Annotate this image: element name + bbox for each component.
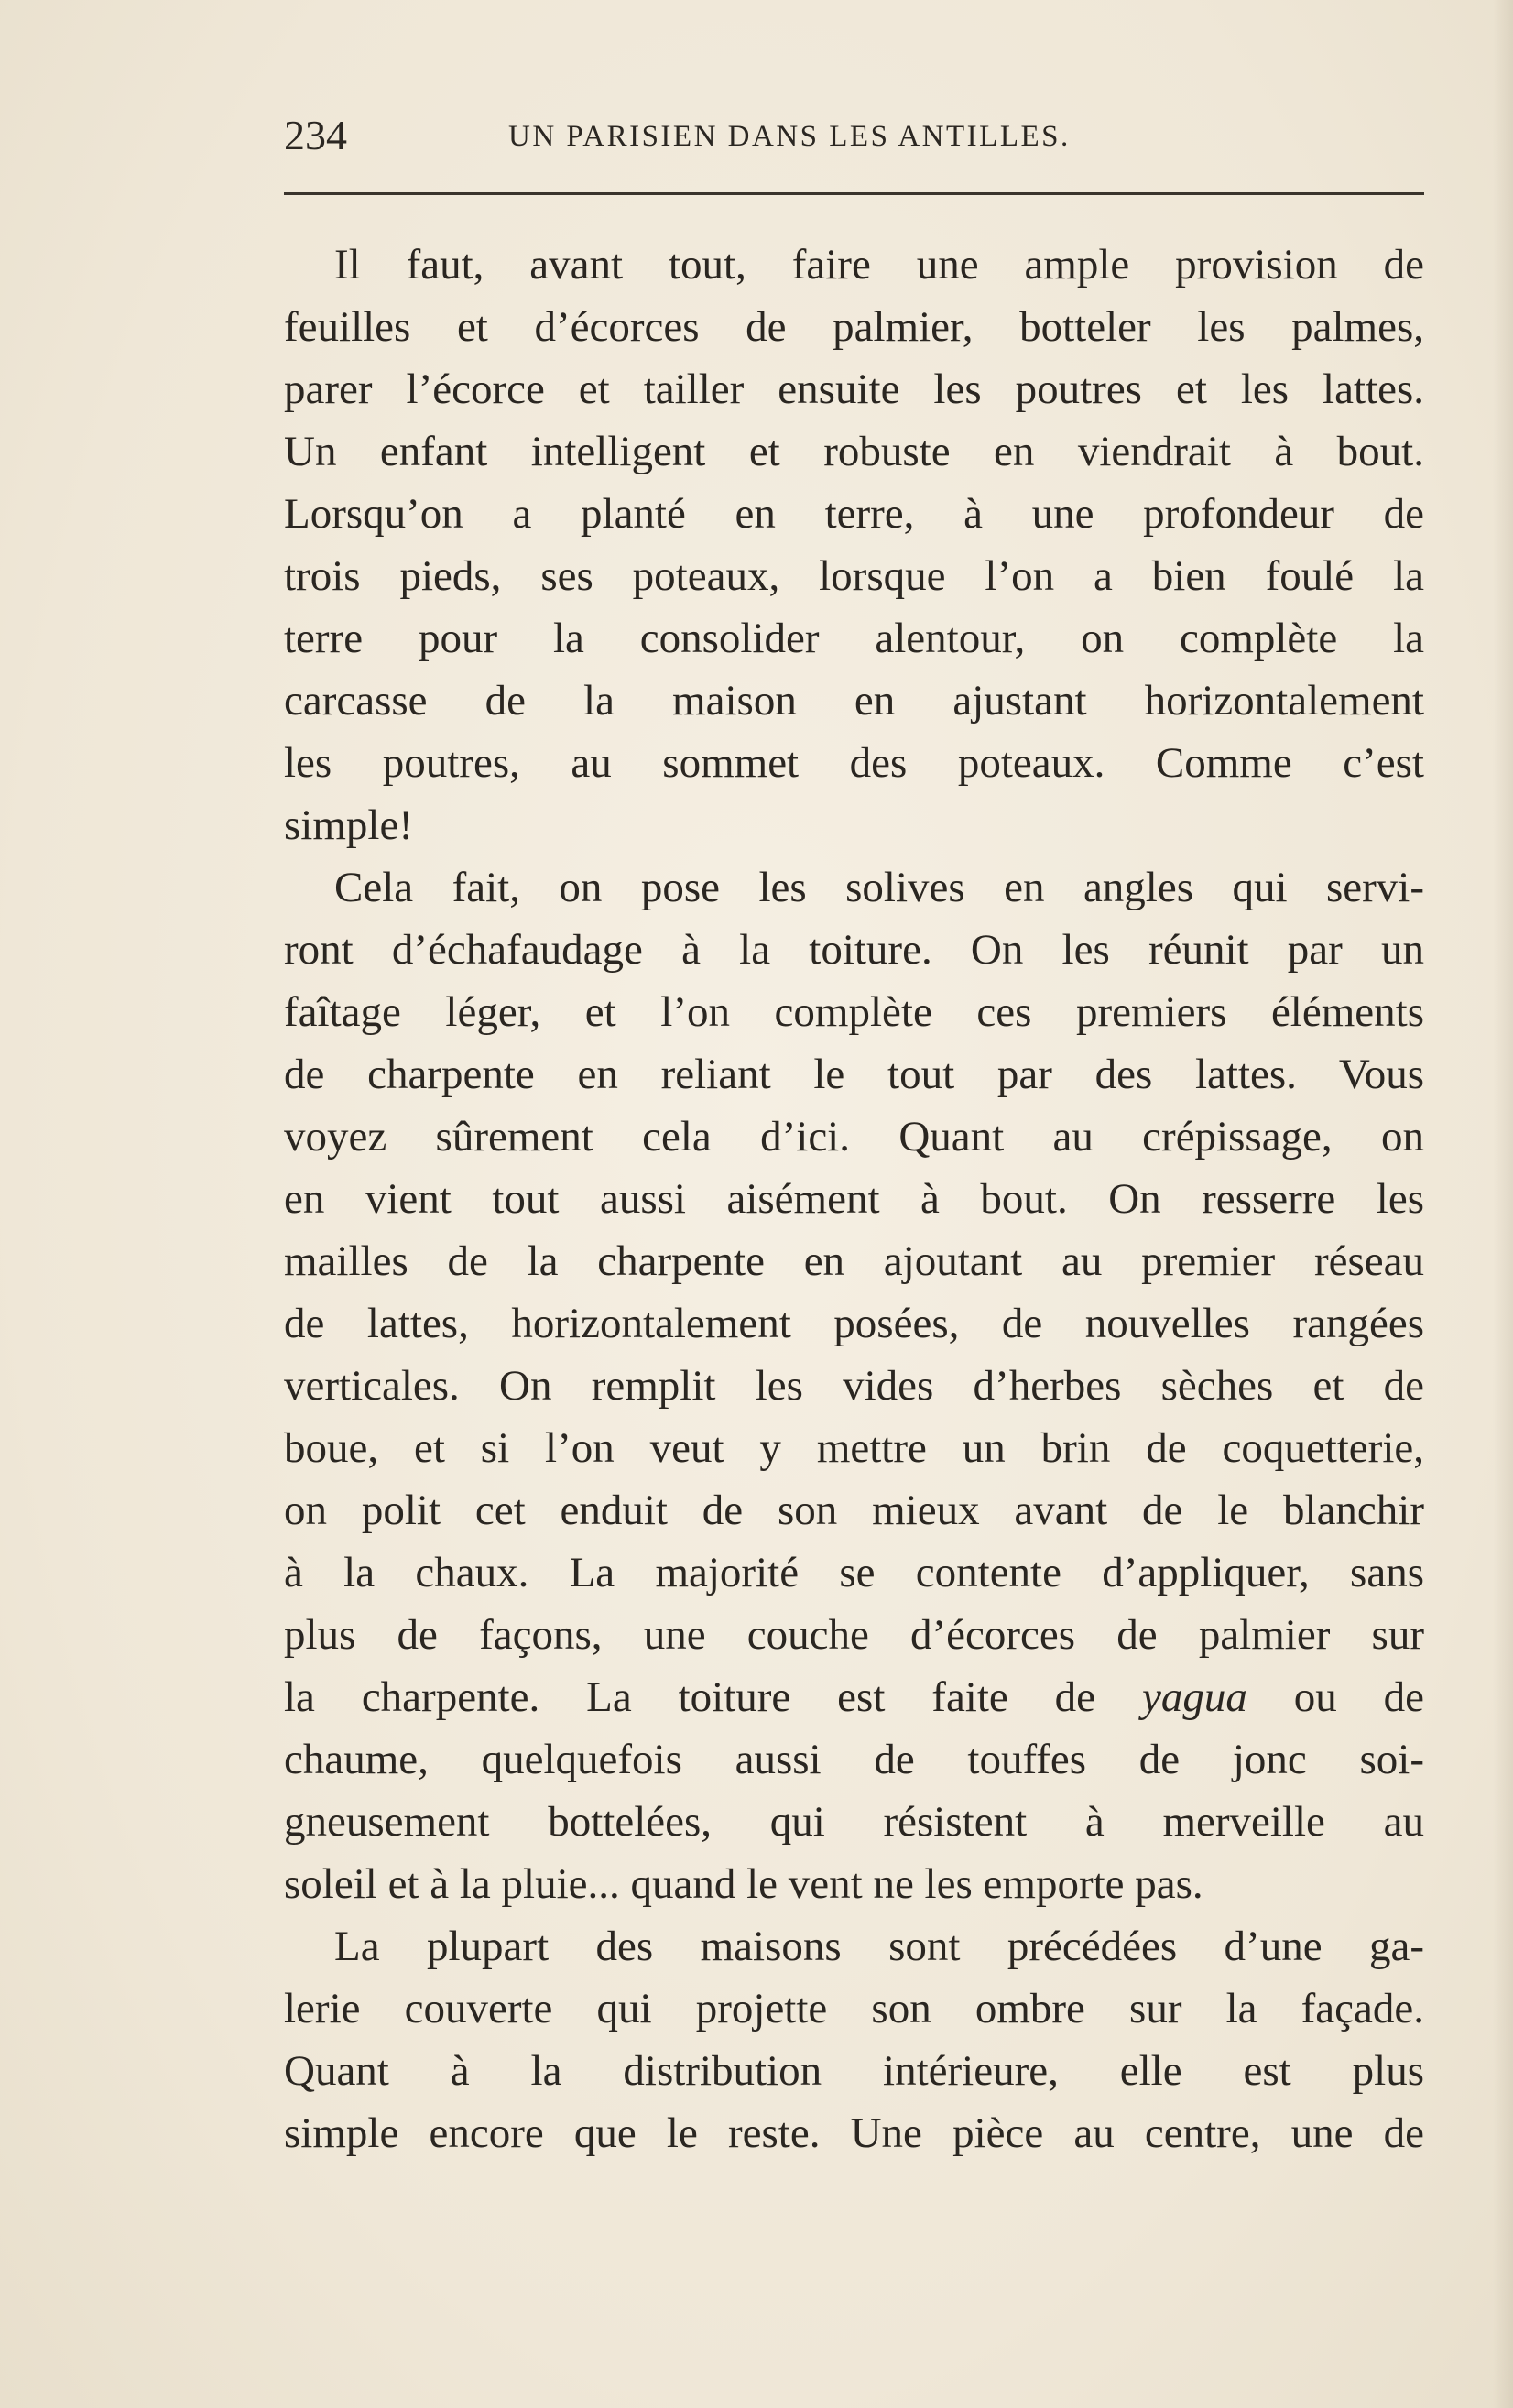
text-segment: la charpente. La toiture est faite de [284,1673,1096,1721]
text-line: La plupart des maisons sont précédées d’une ga- [334,1923,1424,1970]
text-line: voyez sûrement cela d’ici. Quant au crépissage, on [284,1113,1424,1160]
text-line: simple encore que le reste. Une pièce au centre, une de [284,2109,1424,2157]
text-line [284,1666,1424,1728]
text-line: Lorsqu’on a planté en terre, à une profondeur de [284,490,1424,538]
text-line: simple! [284,801,413,849]
text-line: en vient tout aussi aisément à bout. On resserre les [284,1175,1424,1223]
text-line: les poutres, au sommet des poteaux. Comme c’est [284,739,1424,787]
text-line: de charpente en reliant le tout par des lattes. Vous [284,1051,1424,1098]
text-line: Quant à la distribution intérieure, elle est plus [284,2047,1424,2095]
text-line: faîtage léger, et l’on complète ces premiers éléments [284,988,1424,1036]
text-line: carcasse de la maison en ajustant horizontalement [284,677,1424,725]
text-line: à la chaux. La majorité se contente d’appliquer, sans [284,1549,1424,1596]
text-line: trois pieds, ses poteaux, lorsque l’on a bien foulé la [284,552,1424,600]
text-line: parer l’écorce et tailler ensuite les poutres et les lattes. [284,365,1424,413]
text-line: soleil et à la pluie... quand le vent ne les emporte pas. [284,1860,1203,1908]
page-header [284,108,1420,163]
text-line: Cela fait, on pose les solives en angles qui servi- [334,864,1424,911]
text-line: de lattes, horizontalement posées, de nouvelles rangées [284,1300,1424,1347]
text-line: lerie couverte qui projette son ombre sur la façade. [284,1985,1424,2032]
page-edge-shadow [1493,0,1513,2408]
text-line: terre pour la consolider alentour, on complète la [284,615,1424,662]
text-line: Un enfant intelligent et robuste en viendrait à bout. [284,428,1424,475]
header-rule [284,192,1424,195]
body-text [284,234,1424,2164]
text-line: verticales. On remplit les vides d’herbes sèches et de [284,1362,1424,1410]
text-line: plus de façons, une couche d’écorces de palmier sur [284,1611,1424,1659]
text-line: Il faut, avant tout, faire une ample provision de [334,241,1424,289]
text-line: gneusement bottelées, qui résistent à merveille au [284,1798,1424,1846]
italic-term: yagua [1141,1673,1247,1721]
running-head: UN PARISIEN DANS LES ANTILLES. [508,120,1071,153]
text-line: on polit cet enduit de son mieux avant de le blanchir [284,1487,1424,1534]
text-line: feuilles et d’écorces de palmier, botteler les palmes, [284,303,1424,351]
page-number: 234 [284,112,347,158]
text-line: mailles de la charpente en ajoutant au premier réseau [284,1237,1424,1285]
text-segment: ou de [1293,1673,1424,1721]
text-line: boue, et si l’on veut y mettre un brin de coquetterie, [284,1424,1424,1472]
text-line: chaume, quelquefois aussi de touffes de jonc soi- [284,1736,1424,1783]
text-line: ront d’échafaudage à la toiture. On les réunit par un [284,926,1424,974]
